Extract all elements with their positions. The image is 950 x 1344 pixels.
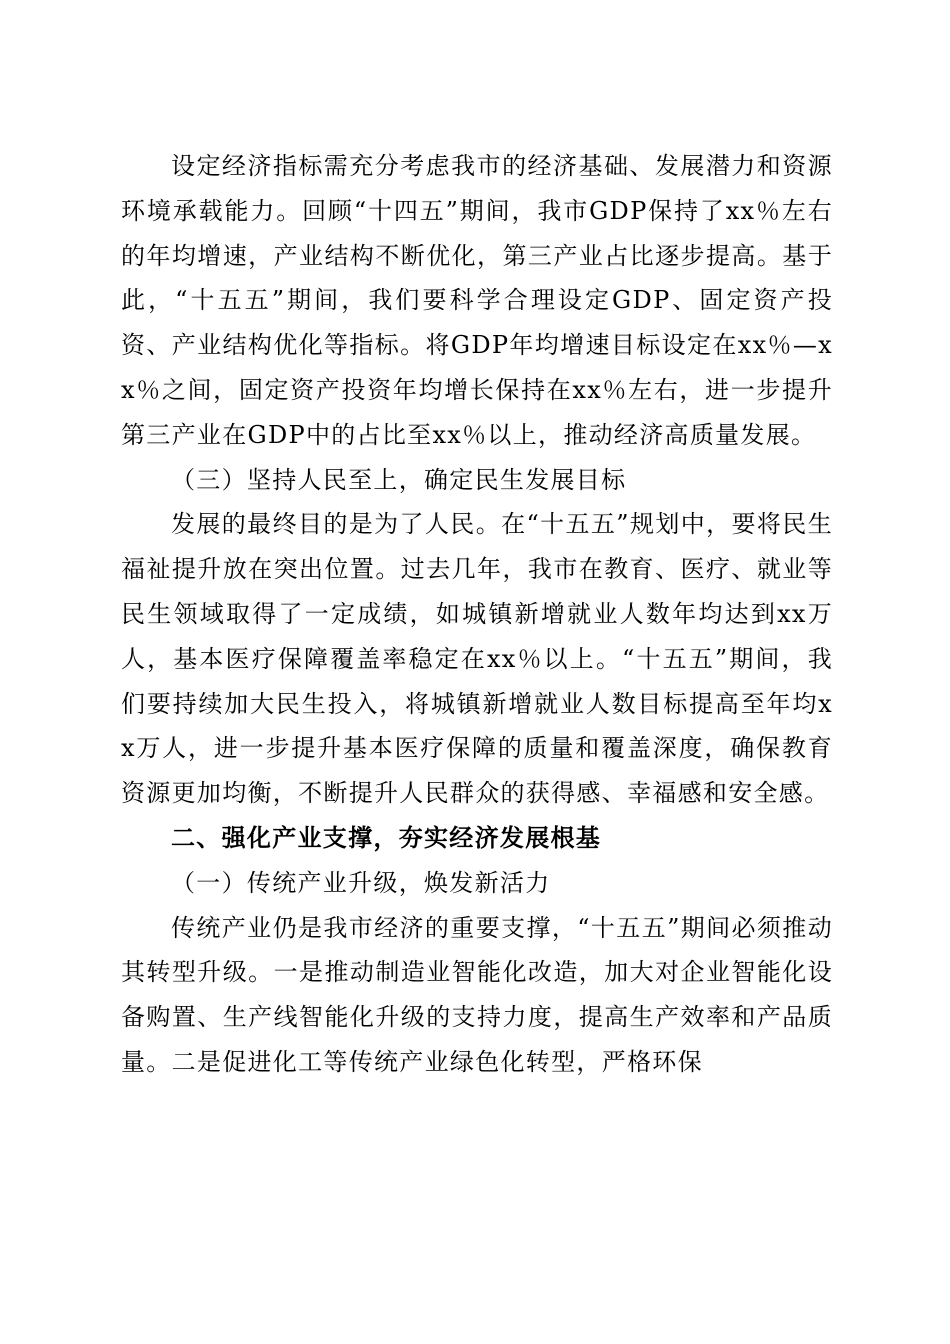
paragraph-economic-indicators: 设定经济指标需充分考虑我市的经济基础、发展潜力和资源环境承载能力。回顾“十四五”期间，我市GDP保持了xx％左右的年均增速，产业结构不断优化，第三产业占比逐步提高。基于此，“十五五”期间，我们要科学合理设定GDP、固定资产投资、产业结构优化等指标。将GDP年均增速目标设定在xx％—xx％之间，固定资产投资年均增长保持在xx％左右，进一步提升第三产业在GDP中的占比至xx％以上，推动经济高质量发展。 — [121, 152, 833, 449]
paragraph-traditional-industry: 传统产业仍是我市经济的重要支撑，“十五五”期间必须推动其转型升级。一是推动制造业智能化改造，加大对企业智能化设备购置、生产线智能化升级的支持力度，提高生产效率和产品质量。二是促进化工等传统产业绿色化转型，严格环保 — [121, 913, 833, 1076]
subheading-livelihood-goals: （三）坚持人民至上，确定民生发展目标 — [171, 465, 627, 494]
paragraph-livelihood: 发展的最终目的是为了人民。在“十五五”规划中，要将民生福祉提升放在突出位置。过去几年，我市在教育、医疗、就业等民生领域取得了一定成绩，如城镇新增就业人数年均达到xx万人，基本医疗保障覆盖率稳定在xx％以上。“十五五”期间，我们要持续加大民生投入，将城镇新增就业人数目标提高至年均xx万人，进一步提升基本医疗保障的质量和覆盖深度，确保教育资源更加均衡，不断提升人民群众的获得感、幸福感和安全感。 — [121, 510, 833, 808]
subheading-traditional-industry: （一）传统产业升级，焕发新活力 — [171, 868, 551, 897]
document-page — [121, 144, 833, 1085]
heading-industry-support: 二、强化产业支撑，夯实经济发展根基 — [171, 823, 602, 852]
